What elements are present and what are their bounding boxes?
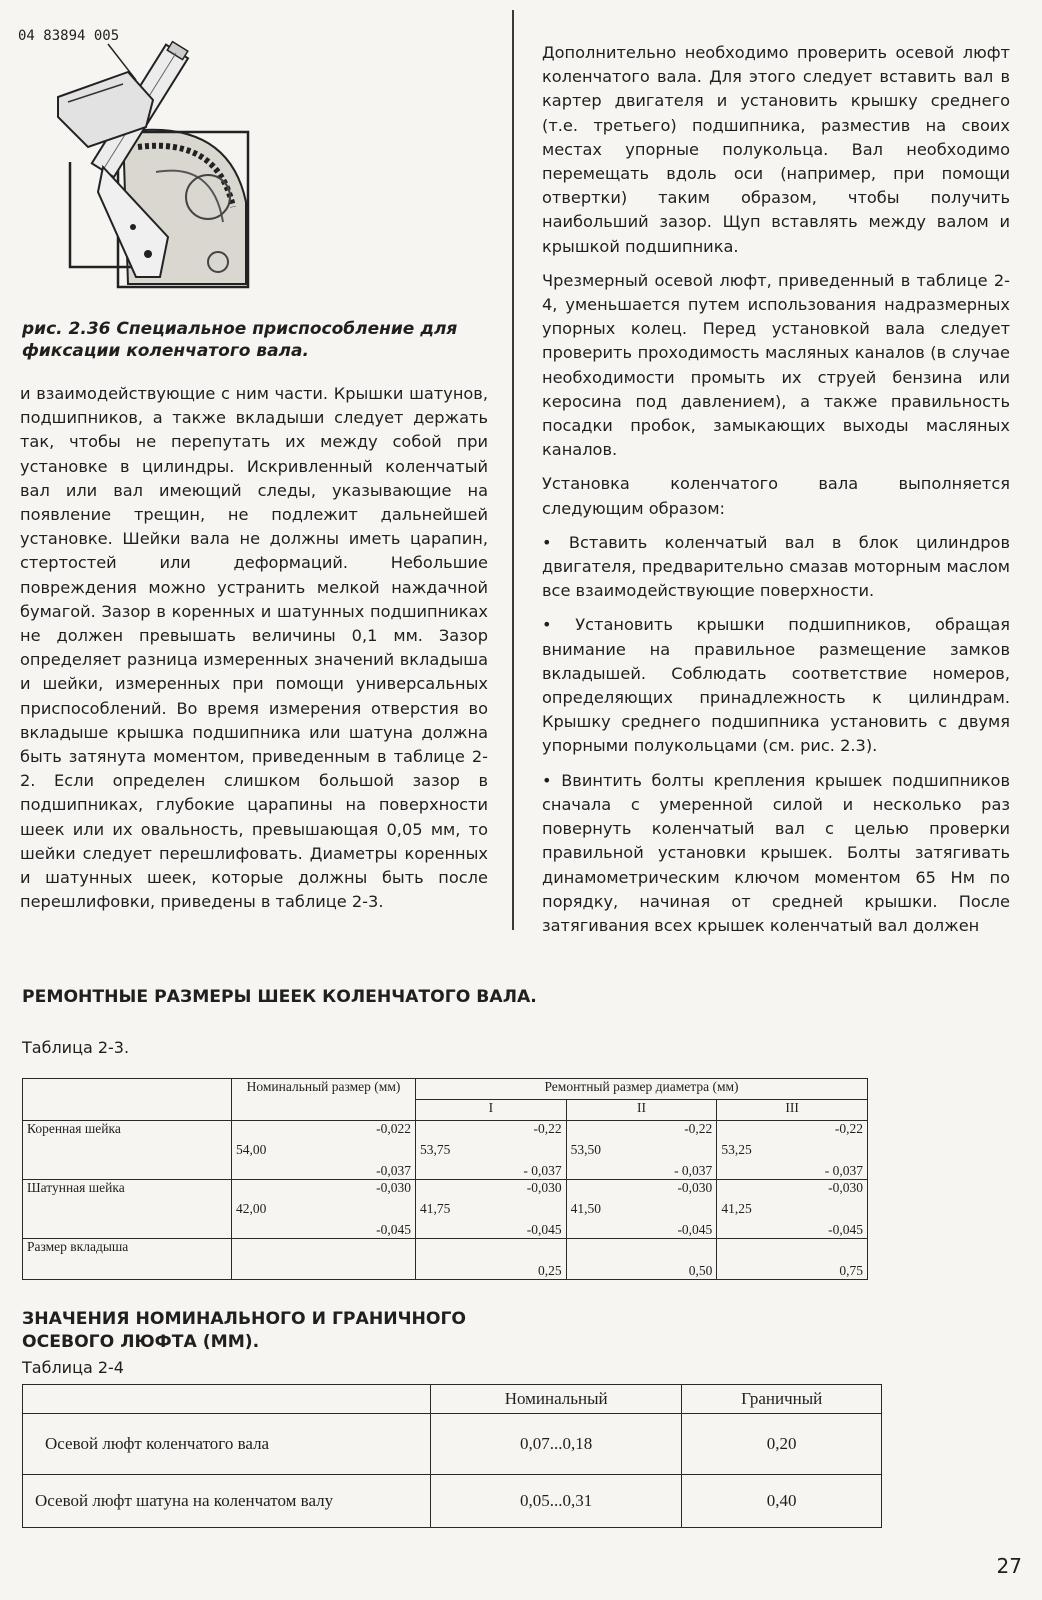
figure-code: 04 83894 005: [18, 28, 120, 44]
row-label: Осевой люфт коленчатого вала: [23, 1414, 431, 1475]
table-24-title: ЗНАЧЕНИЯ НОМИНАЛЬНОГО И ГРАНИЧНОГО ОСЕВОГО ЛЮФТА (ММ).: [22, 1309, 467, 1352]
tolerance-lower: -0,045: [677, 1222, 713, 1237]
table-cell: [717, 1180, 868, 1239]
right-paragraph-3: Установка коленчатого вала выполняется следующим образом:: [542, 474, 1010, 518]
diameter-value: 53,25: [721, 1142, 752, 1157]
table-24-head-limit: Граничный: [682, 1385, 882, 1414]
tolerance-lower: - 0,037: [674, 1163, 713, 1178]
row-label: Коренная шейка: [23, 1121, 232, 1180]
tolerance-lower: -0,045: [526, 1222, 562, 1237]
page-number: 27: [996, 1554, 1022, 1578]
table-row: [23, 1121, 868, 1180]
table-23-head-size-2: II: [566, 1100, 717, 1121]
insert-size-value: 0,25: [416, 1239, 567, 1280]
table-23-title: РЕМОНТНЫЕ РАЗМЕРЫ ШЕЕК КОЛЕНЧАТОГО ВАЛА.: [22, 987, 537, 1007]
tolerance-lower: - 0,037: [523, 1163, 562, 1178]
crankshaft-tool-drawing: [18, 22, 258, 312]
table-24-number: Таблица 2-4: [22, 1358, 124, 1377]
tolerance-upper: -0,022: [376, 1121, 411, 1136]
insert-size-value: 0,75: [717, 1239, 868, 1280]
table-cell: [232, 1239, 416, 1280]
table-23-head-nominal: Номинальный размер (мм): [232, 1079, 416, 1121]
tolerance-upper: -0,030: [526, 1180, 562, 1195]
table-row: [23, 1180, 868, 1239]
table-cell: [717, 1121, 868, 1180]
limit-value: 0,20: [682, 1414, 882, 1475]
nominal-value: 0,07...0,18: [431, 1414, 682, 1475]
table-cell: [232, 1180, 416, 1239]
diameter-value: 53,75: [420, 1142, 451, 1157]
table-24-head-nominal: Номинальный: [431, 1385, 682, 1414]
tolerance-lower: -0,045: [376, 1222, 411, 1237]
table-23: [22, 1078, 868, 1280]
tolerance-lower: -0,037: [376, 1163, 411, 1178]
row-label: Размер вкладыша: [23, 1239, 232, 1280]
diameter-value: 53,50: [570, 1142, 602, 1157]
left-paragraph: и взаимодействующие с ним части. Крышки шатунов, подшипников, а также вкладыши следует держать так, чтобы не перепутать их между собой при установке в цилиндры. Искривленный коленчатый вал или вал имеющий следы, указывающие на появление трещин, не подлежит дальнейшей установке. Шейки вала не должны иметь царапин, стертостей или деформаций. Небольшие повреждения можно устранить мелкой наждачной бумагой. Зазор в коренных и шатунных подшипниках не должен превышать величины 0,1 мм. Зазор определяет разница измеренных значений вкладыша и шейки, измеренных при помощи универсальных приспособлений. Во время измерения отверстия во вкладыше крышка подшипника или шатуна должна быть затянута моментом, приведенным в таблице 2-2. Если определен слишком большой зазор в подшипниках, глубокие царапины на поверхности шеек или их овальность, превышающая 0,05 мм, то шейки следует перешлифовать. Диаметры коренных и шатунных шеек, которые должны быть после перешлифовки, приведены в таблице 2-3.: [20, 384, 488, 912]
diameter-value: 41,50: [570, 1201, 602, 1216]
left-column-text: [20, 382, 488, 914]
table-cell: [416, 1121, 567, 1180]
table-cell: [416, 1180, 567, 1239]
table-23-head-size-1: I: [416, 1100, 567, 1121]
tolerance-upper: -0,030: [376, 1180, 411, 1195]
nominal-value: 0,05...0,31: [431, 1475, 682, 1528]
table-23-corner: [23, 1079, 232, 1121]
insert-size-value: 0,50: [566, 1239, 717, 1280]
right-bullet-3: • Ввинтить болты крепления крышек подшипников сначала с умеренной силой и несколько раз повернуть коленчатый вал с целью проверки правильной установки крышек. Болты затягивать динамометрическим ключом моментом 65 Нм по порядку, начиная от средней крышки. После затягивания всех крышек коленчатый вал должен: [542, 770, 1010, 935]
right-column-text: [542, 41, 1010, 948]
crankshaft-fixing-tool-figure: [18, 22, 258, 312]
tolerance-upper: -0,22: [834, 1121, 863, 1136]
table-cell: [566, 1121, 717, 1180]
tolerance-upper: -0,22: [533, 1121, 562, 1136]
tolerance-lower: - 0,037: [824, 1163, 863, 1178]
tolerance-upper: -0,22: [684, 1121, 713, 1136]
diameter-value: 41,25: [721, 1201, 752, 1216]
diameter-value: 54,00: [236, 1142, 267, 1157]
limit-value: 0,40: [682, 1475, 882, 1528]
column-divider: [512, 10, 514, 930]
table-row: [23, 1239, 868, 1280]
table-cell: [232, 1121, 416, 1180]
table-23-head-size-3: III: [717, 1100, 868, 1121]
tolerance-upper: -0,030: [828, 1180, 863, 1195]
table-23-head-repair: Ремонтный размер диаметра (мм): [416, 1079, 868, 1100]
right-paragraph-1: Дополнительно необходимо проверить осевой люфт коленчатого вала. Для этого следует вставить вал в картер двигателя и установить крышку среднего (т.е. третьего) подшипника, разместив на своих местах упорные полукольца. Вал необходимо перемещать вдоль оси (например, при помощи отвертки) таким образом, чтобы получить наибольший зазор. Щуп вставлять между валом и крышкой подшипника.: [542, 43, 1010, 256]
table-24-corner: [23, 1385, 431, 1414]
row-label: Осевой люфт шатуна на коленчатом валу: [23, 1475, 431, 1528]
table-row: [23, 1475, 882, 1528]
tolerance-lower: -0,045: [828, 1222, 863, 1237]
right-paragraph-2: Чрезмерный осевой люфт, приведенный в таблице 2-4, уменьшается путем использования надразмерных упорных колец. Перед установкой вала следует проверить проходимость масляных каналов (в случае необходимости промыть их струей бензина или керосина под давлением), а также правильность посадки пробок, замыкающих выходы масляных каналов.: [542, 270, 1010, 460]
diameter-value: 42,00: [236, 1201, 267, 1216]
figure-caption: рис. 2.36 Специальное приспособление для фиксации коленчатого вала.: [22, 319, 458, 361]
diameter-value: 41,75: [420, 1201, 451, 1216]
table-23-number: Таблица 2-3.: [22, 1038, 130, 1057]
tolerance-upper: -0,030: [677, 1180, 713, 1195]
table-cell: [566, 1180, 717, 1239]
table-24: [22, 1384, 882, 1528]
row-label: Шатунная шейка: [23, 1180, 232, 1239]
table-row: [23, 1414, 882, 1475]
right-bullet-1: • Вставить коленчатый вал в блок цилиндров двигателя, предварительно смазав моторным маслом все взаимодействующие поверхности.: [542, 532, 1010, 601]
right-bullet-2: • Установить крышки подшипников, обращая внимание на правильное размещение замков вкладышей. Соблюдать соответствие номеров, определяющих принадлежность к цилиндрам. Крышку среднего подшипника установить с двумя упорными полукольцами (см. рис. 2.3).: [542, 615, 1010, 756]
